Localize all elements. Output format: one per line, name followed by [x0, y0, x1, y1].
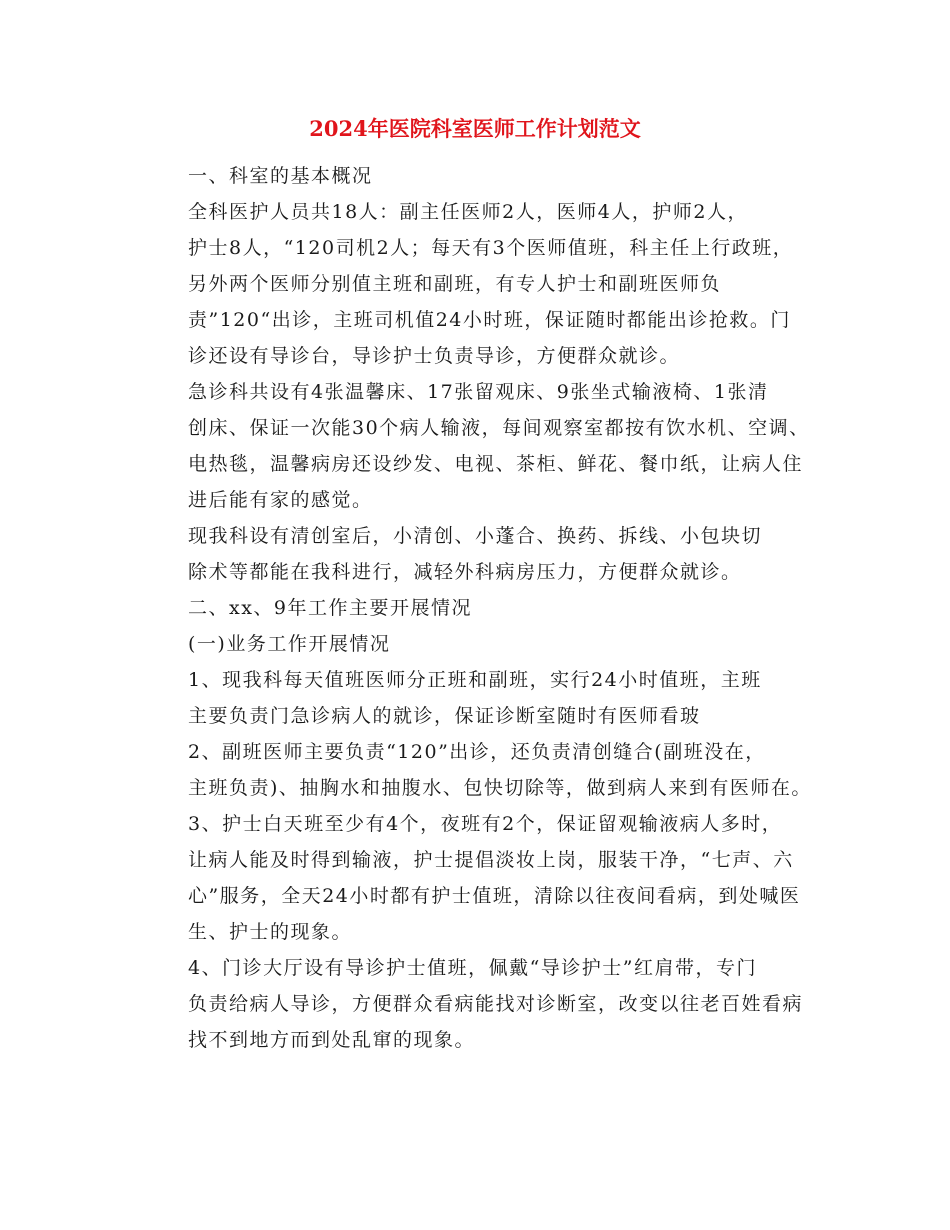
- paragraph: [143, 590, 823, 626]
- document-title: 2024年医院科室医师工作计划范文: [309, 116, 641, 141]
- paragraph-line: 心”服务，全天24小时都有护士值班，清除以往夜间看病，到处喊医: [188, 885, 801, 907]
- paragraph-line: 现我科设有清创室后，小清创、小蓬合、换药、拆线、小包块切: [188, 525, 763, 547]
- paragraph-line: 主要负责门急诊病人的就诊，保证诊断室随时有医师看玻: [188, 705, 701, 727]
- paragraph: [143, 194, 823, 374]
- paragraph-line: 负责给病人导诊，方便群众看病能找对诊断室，改变以往老百姓看病: [188, 993, 804, 1015]
- paragraph: [143, 950, 823, 1058]
- document-body: [143, 158, 823, 1058]
- paragraph-line: 除术等都能在我科进行，减轻外科病房压力，方便群众就诊。: [188, 561, 742, 583]
- paragraph: [143, 518, 823, 590]
- paragraph: [143, 806, 823, 950]
- paragraph-line: 责”120“出诊，主班司机值24小时班，保证随时都能出诊抢救。门: [188, 309, 791, 331]
- paragraph: [143, 662, 823, 734]
- paragraph-line: 一、科室的基本概况: [188, 165, 373, 187]
- paragraph: [143, 734, 823, 806]
- paragraph-line: 让病人能及时得到输液，护士提倡淡妆上岗，服装干净，“七声、六: [188, 849, 794, 871]
- paragraph-line: 另外两个医师分别值主班和副班，有专人护士和副班医师负: [188, 273, 722, 295]
- paragraph-line: 全科医护人员共18人：副主任医师2人，医师4人，护师2人，: [188, 201, 748, 223]
- paragraph-line: 2、副班医师主要负责“120”出诊，还负责清创缝合(副班没在，: [188, 741, 766, 763]
- paragraph: [143, 158, 823, 194]
- paragraph-line: 诊还设有导诊台，导诊护士负责导诊，方便群众就诊。: [188, 345, 681, 367]
- paragraph-line: (一)业务工作开展情况: [188, 633, 391, 655]
- paragraph-line: 创床、保证一次能30个病人输液，每间观察室都按有饮水机、空调、: [188, 417, 810, 439]
- paragraph-line: 护士8人，“120司机2人；每天有3个医师值班，科主任上行政班，: [188, 237, 794, 259]
- paragraph-line: 找不到地方而到处乱窜的现象。: [188, 1029, 476, 1051]
- paragraph-line: 3、护士白天班至少有4个，夜班有2个，保证留观输液病人多时，: [188, 813, 783, 835]
- paragraph-line: 1、现我科每天值班医师分正班和副班，实行24小时值班，主班: [188, 669, 762, 691]
- paragraph-line: 主班负责)、抽胸水和抽腹水、包快切除等，做到病人来到有医师在。: [188, 777, 812, 799]
- paragraph: [143, 626, 823, 662]
- paragraph-line: 生、护士的现象。: [188, 921, 353, 943]
- paragraph: [143, 374, 823, 518]
- paragraph-line: 进后能有家的感觉。: [188, 489, 373, 511]
- paragraph-line: 二、xx、9年工作主要开展情况: [188, 597, 473, 619]
- paragraph-line: 电热毯，温馨病房还设纱发、电视、茶柜、鲜花、餐巾纸，让病人住: [188, 453, 804, 475]
- paragraph-line: 急诊科共设有4张温馨床、17张留观床、9张坐式输液椅、1张清: [188, 381, 769, 403]
- paragraph-line: 4、门诊大厅设有导诊护士值班，佩戴“导诊护士”红肩带，专门: [188, 957, 758, 979]
